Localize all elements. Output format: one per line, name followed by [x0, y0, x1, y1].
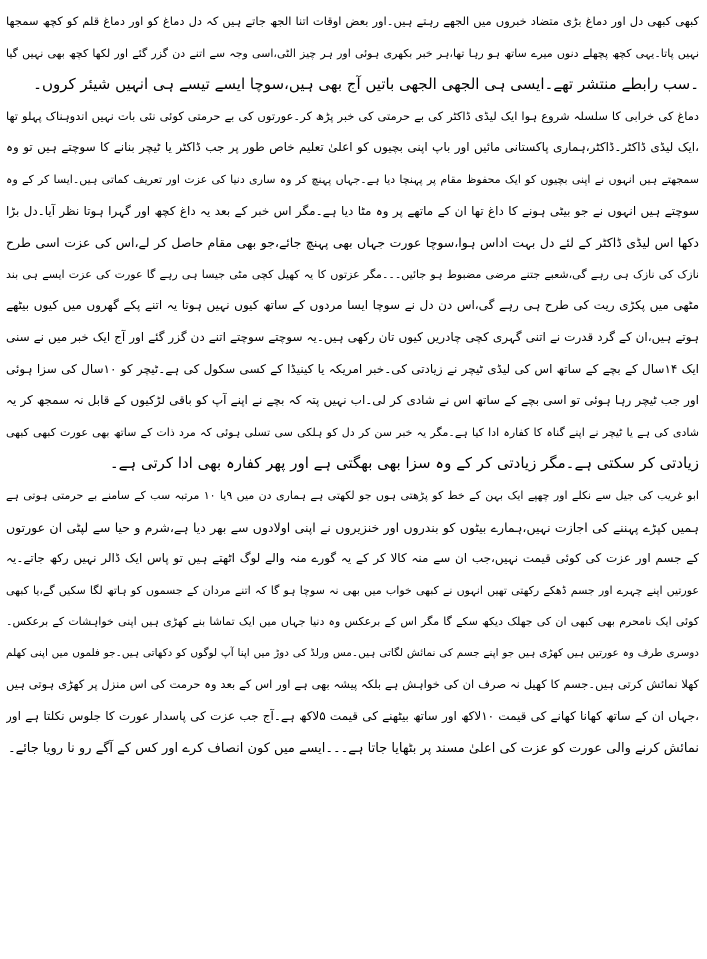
text-line: ۔سب رابطے منتشر تھے۔ایسی ہی الجھی الجھی باتیں آج بھی ہیں،سوچا ایسے تیسے ہی انہیں شیئر کروں۔ — [33, 75, 699, 94]
text-line: نہیں پاتا۔یہی کچھ پچھلے دنوں میرے ساتھ ہو رہا تھا،ہر خبر بکھری ہوئی اور ہر چیز الٹی،اسی وجہ سے اتنے دن گزر گئے اور لکھا کچھ بھی نہیں گیا — [6, 46, 699, 60]
text-line: کے جسم اور عزت کی کوئی قیمت نہیں،جب ان سے منہ کالا کر کے یہ گورے منہ والے لوگ اٹھتے ہیں تو پاس ایک ڈالر نہیں رکھ جاتے۔یہ — [6, 551, 699, 566]
text-line: سوچتے ہیں انہوں نے جو بیٹی ہونے کا داغ تھا ان کے ماتھے پر وہ مٹا دیا ہے۔مگر اس خبر کے بعد یہ داغ کچھ اور گہرا ہوتا نظر آیا۔دل بڑا — [6, 203, 699, 218]
text-line: شادی کی ہے یا ٹیچر نے اپنے گناہ کا کفارہ ادا کیا ہے۔مگر یہ خبر سن کر دل کو ہلکی سی تسلی ہوئی کہ مرد ذات کے ساتھ بھی عورت کبھی کبھی — [6, 425, 699, 439]
text-line: نمائش کرنے والی عورت کو عزت کی اعلیٰ مسند پر بٹھایا جاتا ہے۔۔۔ایسے میں کون انصاف کرے اور کس کے آگے رو نا رویا جائے۔ — [7, 740, 699, 756]
text-line: نازک کی نازک ہی رہے گی،شعبے جتنے مرضی مضبوط ہو جائیں۔۔۔مگر عزتوں کا یہ کھیل کچی مٹی جیسا ہی رہے گا عورت کی عزت ایسے ہی بند — [6, 267, 699, 281]
text-line: کبھی کبھی دل اور دماغ بڑی متضاد خبروں میں الجھے رہتے ہیں۔اور بعض اوقات اتنا الجھ جاتے ہیں کہ دل دماغ کو اور دماغ قلم کو کچھ سمجھا — [6, 14, 699, 28]
text-line: دکھا اس لیڈی ڈاکٹر کے لئے دل بہت اداس ہوا،سوچا عورت جہاں بھی پہنچ جائے،جو بھی مقام حاصل کر لے،اس کی عزت اسی طرح — [6, 235, 699, 251]
text-line: مٹھی میں پکڑی ریت کی طرح ہی رہے گی،اس دن دل نے سوچا ایسا مردوں کے ساتھ کیوں نہیں ہوتا یہ اتنے پکے گھروں میں کیوں بیٹھے — [6, 298, 699, 313]
text-line: دماغ کی خرابی کا سلسلہ شروع ہوا ایک لیڈی ڈاکٹر کی بے حرمتی کی خبر پڑھ کر۔عورتوں کی بے حرمتی کوئی نئی بات نہیں اندوہناک پہلو تھا — [6, 108, 699, 123]
text-line: زیادتی کر سکتی ہے۔مگر زیادتی کر کے وہ سزا بھی بھگتی ہے اور پھر کفارہ بھی ادا کرتی ہے۔ — [109, 454, 699, 473]
paragraph-4 — [6, 638, 699, 764]
paragraph-2 — [6, 101, 699, 480]
text-line: اور جب ٹیچر رہا ہوئی تو اسی بچے کے ساتھ اس نے شادی کر لی۔اب نہیں پتہ کہ بچے نے اپنے آپ کو باقی لڑکیوں کے قابل نہ سمجھ کر یہ — [6, 393, 699, 408]
text-line: ابو غریب کی جیل سے نکلے اور چھپے ایک بہن کے خط کو پڑھتی ہوں جو لکھتی ہے ہماری دن میں ۹یا ۱۰ مرتبہ سب کے سامنے بے حرمتی ہوتی ہے — [6, 488, 699, 502]
paragraph-1 — [6, 6, 699, 101]
text-line: سمجھتے ہیں انہوں نے اپنی بچیوں کو ایک محفوظ مقام پر پہنچا دیا ہے۔جہاں پہنچ کر وہ ساری دنیا کی عزت اور تعریف کماتی ہیں۔ایسا کر کے وہ — [6, 172, 699, 186]
text-line: ،ایک لیڈی ڈاکٹر۔ڈاکٹر،ہماری پاکستانی مائیں اور باپ اپنی بچیوں کو اعلیٰ تعلیم خاص طور پر جب ڈاکٹر یا ٹیچر بنانے کا سوچتے ہیں تو وہ — [6, 140, 699, 155]
text-line: ایک ۱۴سال کے بچے کے ساتھ اس کی لیڈی ٹیچر نے زیادتی کی۔خبر امریکہ یا کینیڈا کے کسی سکول کی ہے۔ٹیچر کو ۱۰سال کی سزا ہوئی — [6, 361, 699, 376]
text-line: دوسری طرف وہ عورتیں ہیں کھڑی ہیں جو اپنے جسم کی نمائش لگاتی ہیں۔مس ورلڈ کی دوڑ میں اپنا آپ لوگوں کو دکھاتی ہیں۔جو فلموں میں اپنی کھلم — [6, 646, 699, 659]
text-line: عورتیں اپنے چہرے اور جسم ڈھکے رکھتی تھیں انہوں نے کبھی خواب میں بھی نہ سوچا ہو گا کہ اتنے مردان کے جسموں کو ہاتھ لگا سکیں گے،یا کبھی — [6, 583, 699, 597]
text-line: ہمیں کپڑے پہننے کی اجازت نہیں،ہمارے بیٹوں کو بندروں اور خنزیروں نے اپنی اولادوں سے بھر دیا ہے،شرم و حیا سے لپٹی ان عورتوں — [6, 519, 699, 535]
text-line: ،جہاں ان کے ساتھ کھانا کھانے کی قیمت ۱۰لاکھ اور ساتھ بیٹھنے کی قیمت ۵لاکھ ہے۔آج جب عزت کی پاسدار عورت کا جلوس نکلتا ہے اور — [6, 709, 699, 724]
paragraph-3 — [6, 480, 699, 638]
text-line: کھلا نمائش کرتی ہیں۔جسم کا کھیل نہ صرف ان کی خواہش ہے بلکہ پیشہ بھی ہے اور اس کے بعد وہ حرمت کی اس منزل پر کھڑی ہوتی ہیں — [6, 677, 699, 692]
text-line: کوئی ایک نامحرم بھی کبھی ان کی جھلک دیکھ سکے گا مگر اس کے برعکس وہ دنیا جہاں میں ایک تماشا بنے کھڑی ہیں اپنی خواہشات کے برعکس۔ — [6, 615, 699, 629]
text-line: ہوتے ہیں،ان کے گرد قدرت نے اتنی گہری کچی چادریں کیوں تان رکھی ہیں۔یہ سوچتے سوچتے اتنے دن گزر گئے اور آج ایک خبر میں نے سنی — [6, 329, 699, 344]
